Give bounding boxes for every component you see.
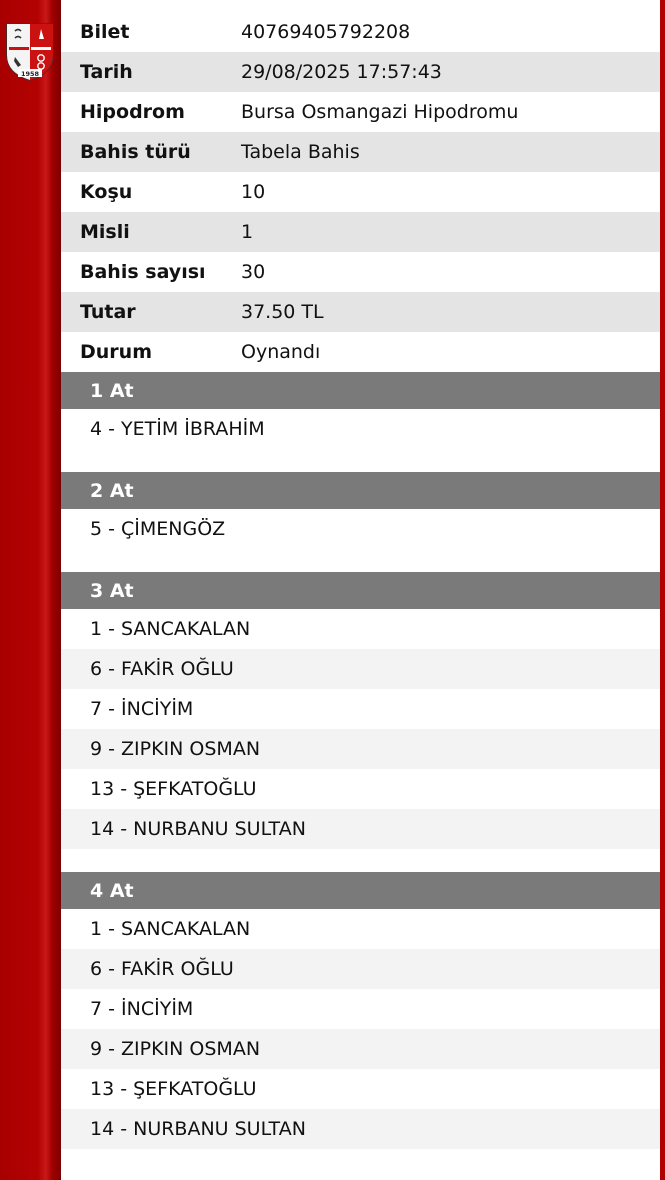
info-row bbox=[61, 12, 660, 52]
info-label: Bahis sayısı bbox=[80, 261, 206, 283]
info-label: Hipodrom bbox=[80, 101, 185, 123]
info-label: Bahis türü bbox=[80, 141, 191, 163]
group-spacer bbox=[61, 849, 660, 872]
group-spacer bbox=[61, 1149, 660, 1172]
info-row bbox=[61, 132, 660, 172]
horse-item: 7 - İNCİYİM bbox=[90, 698, 194, 720]
right-edge-bar bbox=[660, 0, 665, 1180]
horse-item: 14 - NURBANU SULTAN bbox=[61, 1109, 660, 1149]
horse-item: 13 - ŞEFKATOĞLU bbox=[90, 1078, 257, 1100]
horse-groups bbox=[61, 372, 660, 1172]
group-header: 2 At bbox=[61, 472, 660, 509]
info-label: Misli bbox=[80, 221, 130, 243]
horse-item: 4 - YETİM İBRAHİM bbox=[90, 418, 265, 440]
info-row bbox=[61, 212, 660, 252]
info-value: Oynandı bbox=[241, 341, 321, 363]
info-row bbox=[61, 252, 660, 292]
info-value: Tabela Bahis bbox=[241, 141, 360, 163]
info-value: 29/08/2025 17:57:43 bbox=[241, 61, 442, 83]
info-label: Koşu bbox=[80, 181, 133, 203]
left-sidebar bbox=[0, 0, 61, 1180]
info-label: Bilet bbox=[80, 21, 130, 43]
info-row bbox=[61, 52, 660, 92]
ticket-details bbox=[61, 12, 660, 1172]
horse-item: 1 - SANCAKALAN bbox=[90, 618, 251, 640]
horse-item: 9 - ZIPKIN OSMAN bbox=[61, 1029, 660, 1069]
horse-item: 1 - SANCAKALAN bbox=[90, 918, 251, 940]
horse-item: 14 - NURBANU SULTAN bbox=[61, 809, 660, 849]
info-row bbox=[61, 172, 660, 212]
horse-item: 6 - FAKİR OĞLU bbox=[61, 949, 660, 989]
svg-text:1958: 1958 bbox=[20, 70, 40, 78]
info-row bbox=[61, 92, 660, 132]
horse-item: 7 - İNCİYİM bbox=[90, 998, 194, 1020]
info-value: 30 bbox=[241, 261, 266, 283]
info-value: 37.50 TL bbox=[241, 301, 324, 323]
group-header: 1 At bbox=[61, 372, 660, 409]
info-value: 1 bbox=[241, 221, 254, 243]
info-row bbox=[61, 332, 660, 372]
info-value: 10 bbox=[241, 181, 266, 203]
club-crest-icon bbox=[5, 21, 55, 81]
horse-item: 5 - ÇİMENGÖZ bbox=[90, 518, 226, 540]
info-value: 40769405792208 bbox=[241, 21, 411, 43]
horse-item: 13 - ŞEFKATOĞLU bbox=[90, 778, 257, 800]
info-label: Durum bbox=[80, 341, 152, 363]
horse-item: 6 - FAKİR OĞLU bbox=[61, 649, 660, 689]
info-label: Tarih bbox=[80, 61, 133, 83]
group-spacer bbox=[61, 549, 660, 572]
group-header: 3 At bbox=[61, 572, 660, 609]
group-spacer bbox=[61, 449, 660, 472]
ticket-info-table bbox=[61, 12, 660, 372]
group-header: 4 At bbox=[61, 872, 660, 909]
horse-item: 9 - ZIPKIN OSMAN bbox=[61, 729, 660, 769]
info-value: Bursa Osmangazi Hipodromu bbox=[241, 101, 519, 123]
info-label: Tutar bbox=[80, 301, 136, 323]
info-row bbox=[61, 292, 660, 332]
